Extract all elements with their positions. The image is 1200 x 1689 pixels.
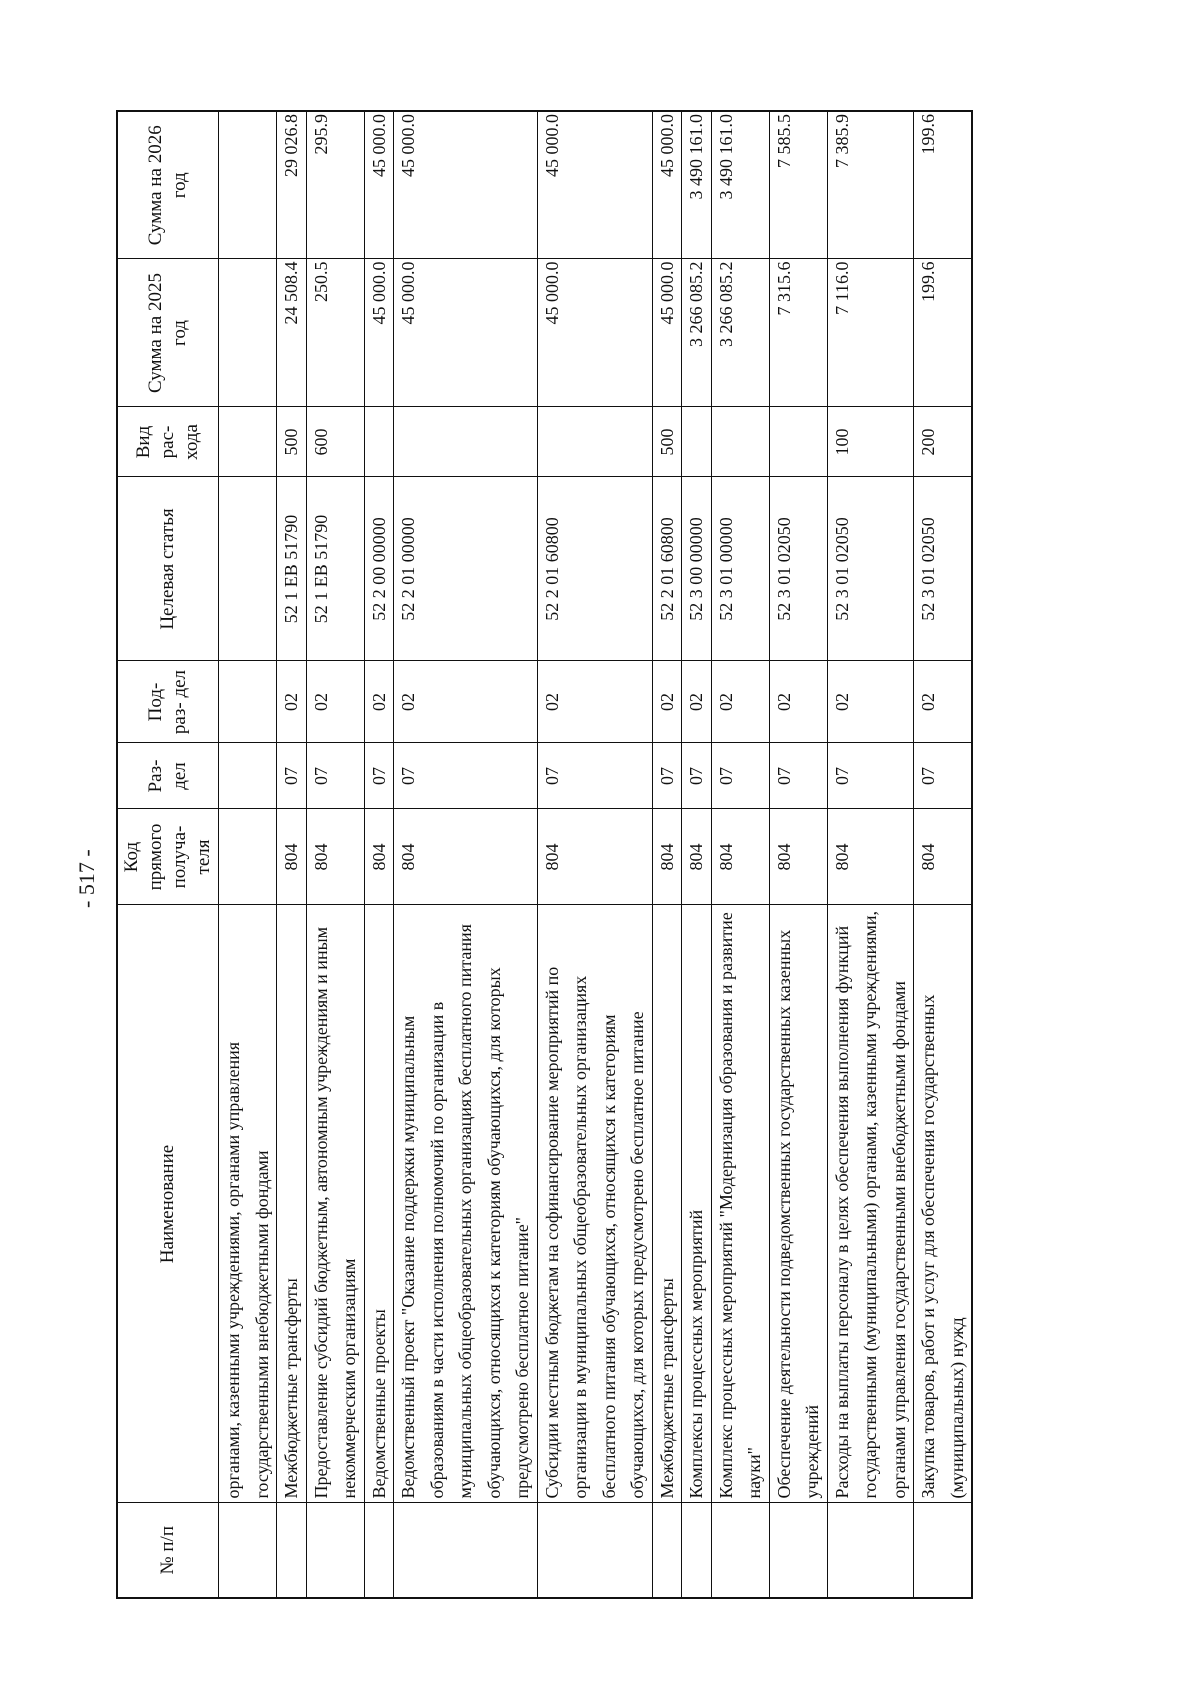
- cell-sum-2025: 3 266 085.2: [711, 259, 769, 407]
- cell-num: [364, 1503, 394, 1598]
- cell-exp-type: [682, 407, 712, 477]
- cell-code: 804: [306, 809, 364, 905]
- cell-sum-2026: 199.6: [914, 111, 973, 259]
- cell-name: Комплексы процессных мероприятий: [682, 905, 712, 1503]
- cell-section: 07: [306, 743, 364, 809]
- cell-name: Комплекс процессных мероприятий "Модернизация образования и развитие науки": [711, 905, 769, 1503]
- header-sum-2026: Сумма на 2026 год: [117, 111, 219, 259]
- table-row: [652, 111, 682, 1598]
- cell-num: [537, 1503, 652, 1598]
- cell-exp-type: 200: [914, 407, 973, 477]
- cell-section: 07: [537, 743, 652, 809]
- cell-exp-type: 100: [827, 407, 914, 477]
- cell-subsection: 02: [277, 661, 307, 743]
- table-row: [682, 111, 712, 1598]
- cell-exp-type: [219, 407, 277, 477]
- cell-sum-2026: 7 585.5: [769, 111, 827, 259]
- cell-code: 804: [769, 809, 827, 905]
- cell-sum-2025: 199.6: [914, 259, 973, 407]
- cell-name: Предоставление субсидий бюджетным, автономным учреждениям и иным некоммерческим организациям: [306, 905, 364, 1503]
- cell-num: [682, 1503, 712, 1598]
- cell-subsection: 02: [652, 661, 682, 743]
- cell-exp-type: 600: [306, 407, 364, 477]
- header-code: Код прямого получа- теля: [117, 809, 219, 905]
- table-row: [711, 111, 769, 1598]
- table-row: [306, 111, 364, 1598]
- cell-exp-type: [394, 407, 538, 477]
- cell-target: [219, 477, 277, 661]
- cell-target: 52 3 01 02050: [914, 477, 973, 661]
- cell-target: 52 1 ЕВ 51790: [277, 477, 307, 661]
- cell-name: Закупка товаров, работ и услуг для обеспечения государственных (муниципальных) нужд: [914, 905, 973, 1503]
- cell-num: [914, 1503, 973, 1598]
- cell-exp-type: [537, 407, 652, 477]
- cell-section: 07: [769, 743, 827, 809]
- cell-code: 804: [537, 809, 652, 905]
- cell-num: [277, 1503, 307, 1598]
- cell-name: Обеспечение деятельности подведомственных государственных казенных учреждений: [769, 905, 827, 1503]
- cell-target: 52 2 01 60800: [652, 477, 682, 661]
- header-num: № п/п: [117, 1503, 219, 1598]
- cell-exp-type: [364, 407, 394, 477]
- cell-target: 52 3 01 02050: [769, 477, 827, 661]
- cell-code: 804: [652, 809, 682, 905]
- cell-sum-2026: 7 385.9: [827, 111, 914, 259]
- cell-num: [827, 1503, 914, 1598]
- cell-code: 804: [394, 809, 538, 905]
- cell-section: 07: [914, 743, 973, 809]
- cell-sum-2026: 45 000.0: [652, 111, 682, 259]
- cell-num: [219, 1503, 277, 1598]
- table-row: [537, 111, 652, 1598]
- cell-num: [769, 1503, 827, 1598]
- cell-code: 804: [364, 809, 394, 905]
- cell-target: 52 3 00 00000: [682, 477, 712, 661]
- table-container: [116, 112, 1064, 1599]
- cell-code: 804: [277, 809, 307, 905]
- table-row: [394, 111, 538, 1598]
- cell-num: [711, 1503, 769, 1598]
- cell-subsection: 02: [364, 661, 394, 743]
- cell-subsection: 02: [711, 661, 769, 743]
- cell-name: Ведомственный проект "Оказание поддержки муниципальным образованиям в части исполнения полномочий по организации в муниципальных общеобразовательных организациях бесплатного питания обучающихся, относящихся к категориям обучающихся, для которых предусмотрено бесплатное питание": [394, 905, 538, 1503]
- header-name: Наименование: [117, 905, 219, 1503]
- cell-subsection: 02: [914, 661, 973, 743]
- cell-section: 07: [682, 743, 712, 809]
- cell-sum-2026: 45 000.0: [364, 111, 394, 259]
- cell-sum-2025: [219, 259, 277, 407]
- table-row: [769, 111, 827, 1598]
- cell-code: 804: [682, 809, 712, 905]
- cell-section: [219, 743, 277, 809]
- cell-exp-type: [769, 407, 827, 477]
- cell-sum-2025: 45 000.0: [394, 259, 538, 407]
- cell-name: Расходы на выплаты персоналу в целях обеспечения выполнения функций государственными (муниципальными) органами, казенными учреждениями, органами управления государственными внебюджетными фондами: [827, 905, 914, 1503]
- header-subsection: Под- раз- дел: [117, 661, 219, 743]
- cell-sum-2026: 29 026.8: [277, 111, 307, 259]
- cell-exp-type: [711, 407, 769, 477]
- page-number: - 517 -: [74, 849, 99, 909]
- cell-code: [219, 809, 277, 905]
- cell-sum-2025: 24 508.4: [277, 259, 307, 407]
- table-row: [914, 111, 973, 1598]
- cell-num: [306, 1503, 364, 1598]
- cell-target: 52 2 00 00000: [364, 477, 394, 661]
- cell-subsection: 02: [394, 661, 538, 743]
- cell-sum-2026: 45 000.0: [537, 111, 652, 259]
- header-sum-2025: Сумма на 2025 год: [117, 259, 219, 407]
- cell-code: 804: [914, 809, 973, 905]
- table-header-row: [117, 111, 219, 1598]
- cell-subsection: 02: [769, 661, 827, 743]
- cell-name: органами, казенными учреждениями, органами управления государственными внебюджетными фондами: [219, 905, 277, 1503]
- cell-name: Ведомственные проекты: [364, 905, 394, 1503]
- cell-sum-2026: 45 000.0: [394, 111, 538, 259]
- header-exp-type: Вид рас- хода: [117, 407, 219, 477]
- header-section: Раз- дел: [117, 743, 219, 809]
- table-row: [219, 111, 277, 1598]
- cell-sum-2026: [219, 111, 277, 259]
- cell-code: 804: [711, 809, 769, 905]
- cell-sum-2025: 45 000.0: [364, 259, 394, 407]
- cell-section: 07: [394, 743, 538, 809]
- cell-target: 52 1 ЕВ 51790: [306, 477, 364, 661]
- cell-sum-2026: 3 490 161.0: [711, 111, 769, 259]
- cell-section: 07: [364, 743, 394, 809]
- cell-num: [652, 1503, 682, 1598]
- cell-name: Межбюджетные трансферты: [277, 905, 307, 1503]
- cell-sum-2025: 3 266 085.2: [682, 259, 712, 407]
- cell-target: 52 3 01 02050: [827, 477, 914, 661]
- cell-num: [394, 1503, 538, 1598]
- table-row: [277, 111, 307, 1598]
- cell-sum-2025: 7 116.0: [827, 259, 914, 407]
- cell-sum-2026: 295.9: [306, 111, 364, 259]
- cell-exp-type: 500: [277, 407, 307, 477]
- header-target: Целевая статья: [117, 477, 219, 661]
- cell-target: 52 2 01 60800: [537, 477, 652, 661]
- cell-subsection: [219, 661, 277, 743]
- cell-subsection: 02: [682, 661, 712, 743]
- cell-section: 07: [277, 743, 307, 809]
- cell-sum-2025: 45 000.0: [537, 259, 652, 407]
- budget-table: [116, 110, 973, 1599]
- cell-target: 52 3 01 00000: [711, 477, 769, 661]
- cell-section: 07: [711, 743, 769, 809]
- cell-sum-2026: 3 490 161.0: [682, 111, 712, 259]
- cell-subsection: 02: [306, 661, 364, 743]
- table-row: [364, 111, 394, 1598]
- cell-exp-type: 500: [652, 407, 682, 477]
- cell-section: 07: [827, 743, 914, 809]
- cell-section: 07: [652, 743, 682, 809]
- cell-target: 52 2 01 00000: [394, 477, 538, 661]
- cell-sum-2025: 7 315.6: [769, 259, 827, 407]
- cell-sum-2025: 250.5: [306, 259, 364, 407]
- cell-subsection: 02: [827, 661, 914, 743]
- cell-code: 804: [827, 809, 914, 905]
- cell-name: Межбюджетные трансферты: [652, 905, 682, 1503]
- cell-name: Субсидии местным бюджетам на софинансирование мероприятий по организации в муниципальных общеобразовательных организациях бесплатного питания обучающихся, относящихся к категориям обучающихся, для которых предусмотрено бесплатное питание: [537, 905, 652, 1503]
- cell-subsection: 02: [537, 661, 652, 743]
- table-row: [827, 111, 914, 1598]
- cell-sum-2025: 45 000.0: [652, 259, 682, 407]
